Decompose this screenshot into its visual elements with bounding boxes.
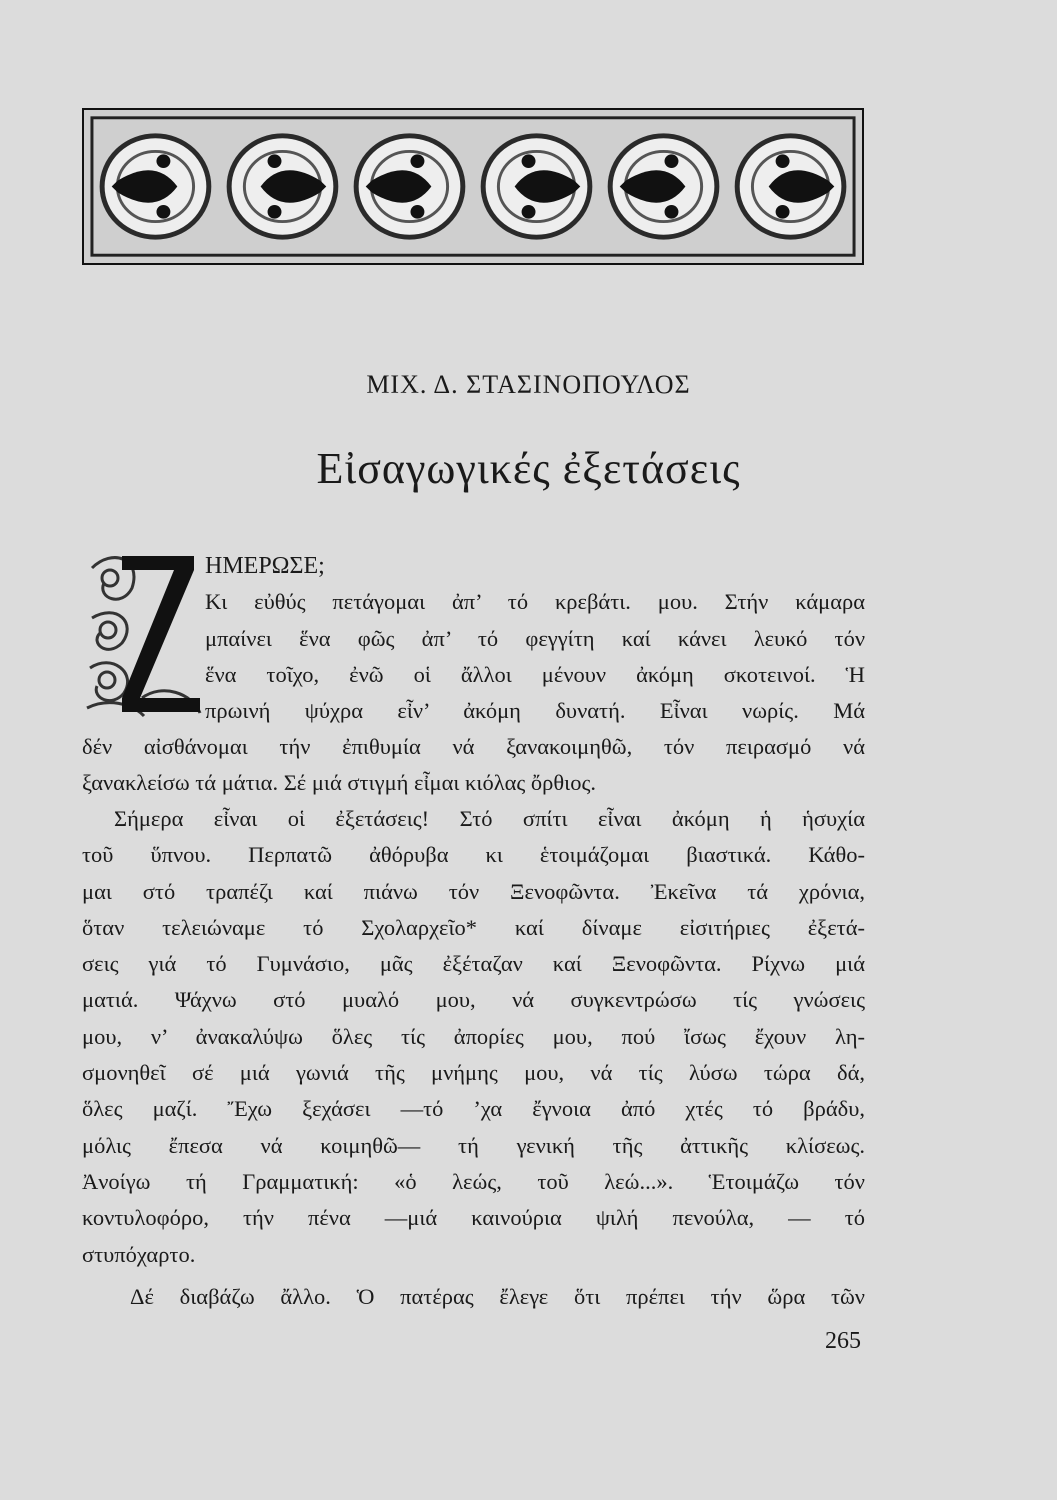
ornamental-headpiece <box>82 108 864 265</box>
paragraph-1-last <box>82 765 865 801</box>
paragraph-2 <box>82 801 865 1273</box>
text-line: Ἀνοίγω τή Γραμματική: «ὁ λεώς, τοῦ λεώ...». Ἑτοιμάζω τόν <box>82 1168 865 1194</box>
paragraph-1-continued <box>82 729 865 765</box>
author-name: ΜΙΧ. Δ. ΣΤΑΣΙΝΟΠΟΥΛΟΣ <box>366 370 691 399</box>
chapter-title: Εἰσαγωγικές ἐξετάσεις <box>316 444 741 493</box>
text-line: Δέ διαβάζω ἄλλο. Ὁ πατέρας ἔλεγε ὅτι πρέπει τήν ὥρα τῶν <box>130 1284 865 1309</box>
text-line: μπαίνει ἕνα φῶς ἀπ’ τό φεγγίτη καί κάνει λευκό τόν <box>205 625 865 651</box>
text-line: δέν αἰσθάνομαι τήν ἐπιθυμία νά ξανακοιμηθῶ, τόν πειρασμό νά <box>82 734 865 759</box>
text-line: τοῦ ὕπνου. Περπατῶ ἀθόρυβα κι ἑτοιμάζομαι βιαστικά. Κάθο- <box>82 842 865 868</box>
paragraph-1-wrapped <box>205 548 865 729</box>
text-line: ὅλες μαζί. Ἔχω ξεχάσει —τό ’χα ἔγνοια ἀπό χτές τό βράδυ, <box>82 1096 865 1122</box>
text-line: ἕνα τοῖχο, ἐνῶ οἱ ἄλλοι μένουν ἀκόμη σκοτεινοί. Ἡ <box>205 661 865 687</box>
text-line: σμονηθεῖ σέ μιά γωνιά τῆς μνήμης μου, νά τίς λύσω τώρα δά, <box>82 1060 865 1086</box>
ornamental-initial-z-icon <box>82 548 210 718</box>
paragraph-3 <box>82 1279 865 1315</box>
text-line: ὅταν τελειώναμε τό Σχολαρχεῖο* καί δίναμε εἰσιτήριες ἐξετά- <box>82 914 865 940</box>
text-line: ΗΜΕΡΩΣΕ; <box>205 553 325 579</box>
text-line: μόλις ἔπεσα νά κοιμηθῶ— τή γενική τῆς ἀττικῆς κλίσεως. <box>82 1132 865 1158</box>
text-line: ματιά. Ψάχνω στό μυαλό μου, νά συγκεντρώσω τίς γνώσεις <box>82 987 865 1013</box>
text-line: στυπόχαρτο. <box>82 1241 196 1267</box>
text-line: μου, ν’ ἀνακαλύψω ὅλες τίς ἀπορίες μου, πού ἴσως ἔχουν λη- <box>82 1023 865 1049</box>
ornament-pattern-icon <box>84 110 862 263</box>
text-line: σεις γιά τό Γυμνάσιο, μᾶς ἐξέταζαν καί Ξενοφῶντα. Ρίχνω μιά <box>82 951 865 977</box>
drop-cap-initial <box>82 548 210 718</box>
text-line: ξανακλείσω τά μάτια. Σέ μιά στιγμή εἶμαι κιόλας ὄρθιος. <box>82 770 597 795</box>
page-number: 265 <box>825 1328 861 1354</box>
text-line: κοντυλοφόρο, τήν πένα —μιά καινούρια ψιλή πενούλα, — τό <box>82 1205 865 1231</box>
text-line: πρωινή ψύχρα εἶν’ ἀκόμη δυνατή. Εἶναι νωρίς. Μά <box>205 698 865 724</box>
text-line: Σήμερα εἶναι οἱ ἐξετάσεις! Στό σπίτι εἶναι ἀκόμη ἡ ἡσυχία <box>114 806 865 831</box>
text-line: Κι εὐθύς πετάγομαι ἀπ’ τό κρεβάτι. μου. Στήν κάμαρα <box>205 589 865 615</box>
text-line: μαι στό τραπέζι καί πιάνω τόν Ξενοφῶντα. Ἐκεῖνα τά χρόνια, <box>82 878 865 904</box>
